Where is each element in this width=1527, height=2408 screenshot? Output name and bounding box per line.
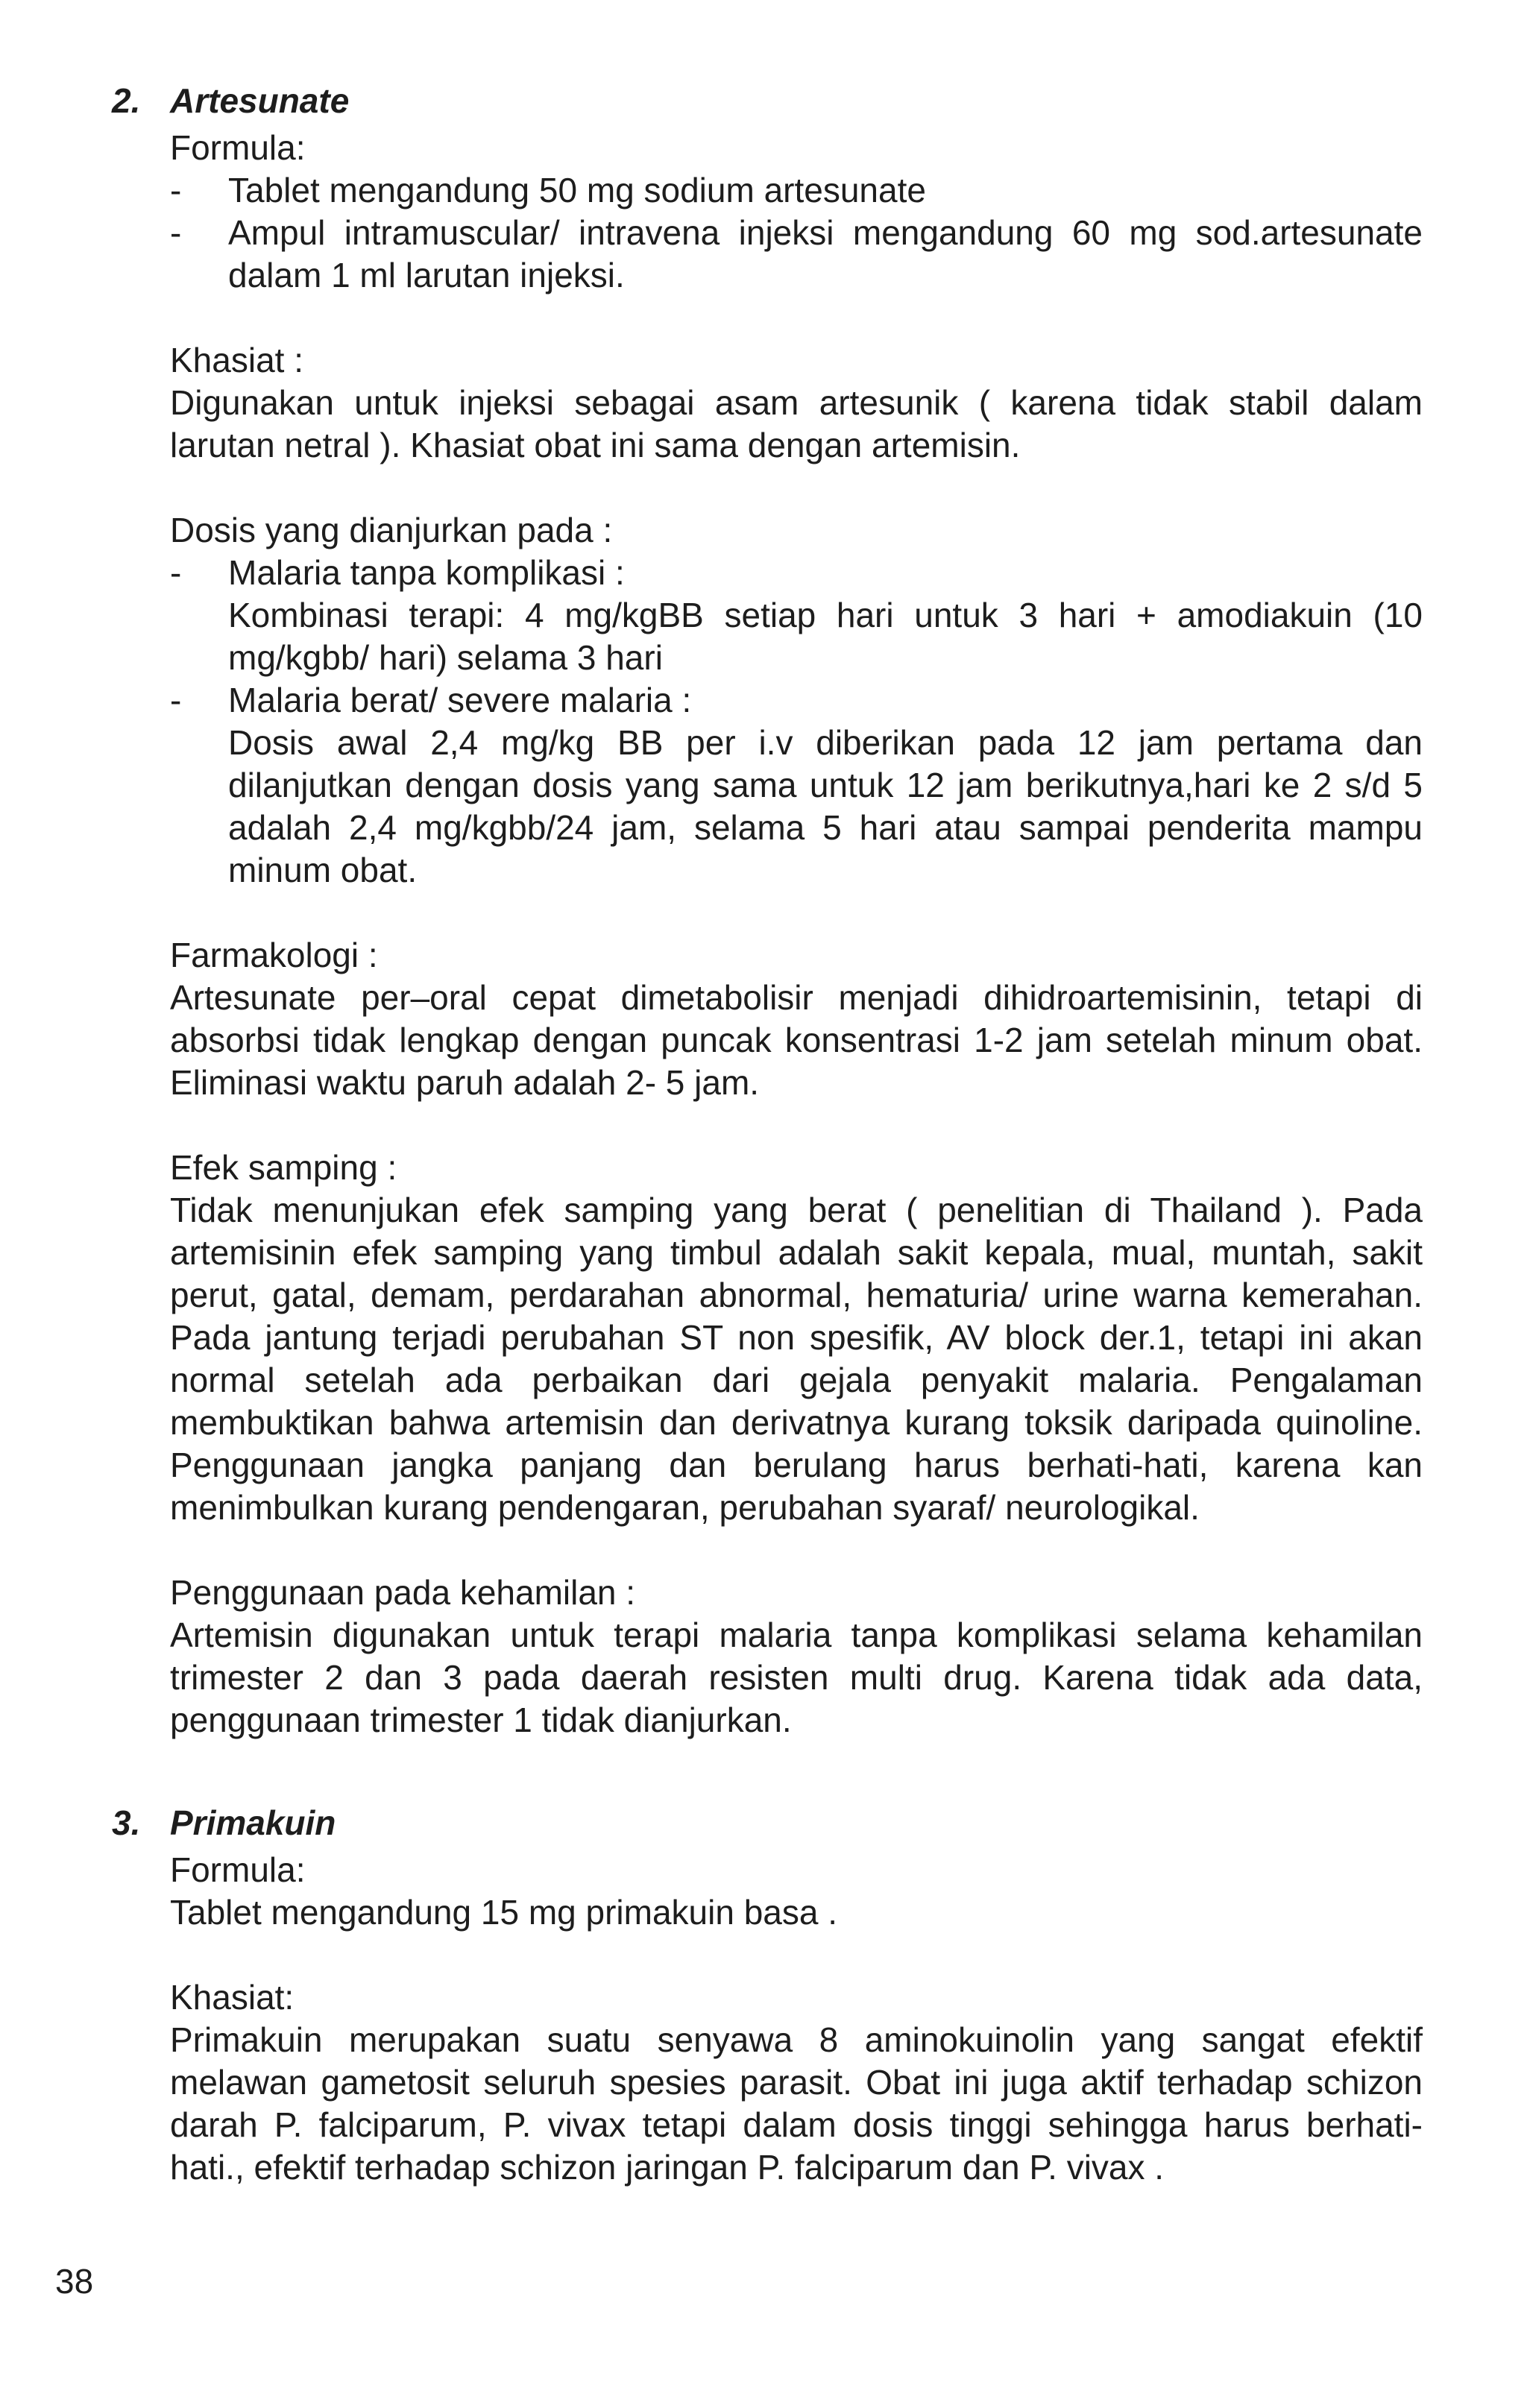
- farmakologi-label: Farmakologi :: [170, 936, 378, 974]
- dosis-item-title: Malaria tanpa komplikasi :: [228, 553, 625, 592]
- spacer: [170, 1934, 1423, 1976]
- kehamilan-text: Artemisin digunakan untuk terapi malaria tanpa komplikasi selama kehamilan trimester 2 dan 3 pada daerah resisten multi drug. Karena tidak ada data, penggunaan trimester 1 tidak dianjurkan.: [170, 1616, 1423, 1739]
- dosis-item: [170, 552, 1423, 679]
- khasiat-text: Primakuin merupakan suatu senyawa 8 aminokuinolin yang sangat efektif melawan gametosit seluruh spesies parasit. Obat ini juga aktif terhadap schizon darah P. falciparum, P. vivax tetapi dalam dosis tinggi sehingga harus berhati- hati., efektif terhadap schizon jaringan P. falciparum dan P. vivax .: [170, 2020, 1423, 2187]
- khasiat-label: Khasiat:: [170, 1978, 295, 2017]
- dosis-label: Dosis yang dianjurkan pada :: [170, 511, 613, 549]
- page-number: 38: [55, 2262, 94, 2301]
- dash-bullet: -: [170, 681, 182, 719]
- section-number: 2.: [112, 81, 141, 120]
- dash-bullet: -: [170, 553, 182, 592]
- section-title: Artesunate: [170, 81, 350, 120]
- khasiat-label: Khasiat :: [170, 341, 303, 379]
- formula-label: Formula:: [170, 128, 306, 167]
- dosis-item-text: Dosis awal 2,4 mg/kg BB per i.v diberikan pada 12 jam pertama dan dilanjutkan dengan dosis yang sama untuk 12 jam berikutnya,hari ke 2 s/d 5 adalah 2,4 mg/kgbb/24 jam, selama 5 hari atau sampai penderita mampu minum obat.: [228, 723, 1423, 889]
- formula-label: Formula:: [170, 1850, 306, 1889]
- formula-item-text: Ampul intramuscular/ intravena injeksi mengandung 60 mg sod.artesunate dalam 1 ml larutan injeksi.: [228, 213, 1423, 294]
- khasiat-text: Digunakan untuk injeksi sebagai asam artesunik ( karena tidak stabil dalam larutan netral ). Khasiat obat ini sama dengan artemisin.: [170, 383, 1423, 464]
- spacer: [170, 1104, 1423, 1147]
- spacer: [170, 297, 1423, 339]
- dosis-item-text: Kombinasi terapi: 4 mg/kgBB setiap hari untuk 3 hari + amodiakuin (10 mg/kgbb/ hari) selama 3 hari: [228, 596, 1423, 677]
- formula-item: [170, 169, 1423, 212]
- dosis-item-title: Malaria berat/ severe malaria :: [228, 681, 692, 719]
- section-heading: [112, 75, 1424, 127]
- spacer: [170, 892, 1423, 934]
- dash-bullet: -: [170, 171, 182, 209]
- efek-samping-text: Tidak menunjukan efek samping yang berat ( penelitian di Thailand ). Pada artemisinin efek samping yang timbul adalah sakit kepala, mual, muntah, sakit perut, gatal, demam, perdarahan abnormal, hematuria/ urine warna kemerahan. Pada jantung terjadi perubahan ST non spesifik, AV block der.1, tetapi ini akan normal setelah ada perbaikan dari gejala penyakit malaria. Pengalaman membuktikan bahwa artemisin dan derivatnya kurang toksik daripada quinoline. Penggunaan jangka panjang dan berulang harus berhati-hati, karena kan menimbulkan kurang pendengaran, perubahan syaraf/ neurologikal.: [170, 1191, 1423, 1527]
- section-body: [170, 127, 1423, 1742]
- section-body: [170, 1849, 1423, 2189]
- section-title: Primakuin: [170, 1803, 336, 1842]
- section-heading: [112, 1797, 1424, 1849]
- formula-item: [170, 212, 1423, 297]
- spacer: [170, 467, 1423, 509]
- dosis-item: [170, 679, 1423, 892]
- formula-text: Tablet mengandung 15 mg primakuin basa .: [170, 1893, 838, 1932]
- kehamilan-label: Penggunaan pada kehamilan :: [170, 1573, 636, 1612]
- dash-bullet: -: [170, 213, 182, 252]
- efek-samping-label: Efek samping :: [170, 1148, 397, 1187]
- farmakologi-text: Artesunate per–oral cepat dimetabolisir menjadi dihidroartemisinin, tetapi di absorbsi tidak lengkap dengan puncak konsentrasi 1-2 jam setelah minum obat. Eliminasi waktu paruh adalah 2- 5 jam.: [170, 978, 1423, 1102]
- spacer: [170, 1529, 1423, 1572]
- section-number: 3.: [112, 1803, 141, 1842]
- section-primakuin: [112, 1797, 1424, 2189]
- section-artesunate: [112, 75, 1424, 1742]
- formula-item-text: Tablet mengandung 50 mg sodium artesunate: [228, 171, 926, 209]
